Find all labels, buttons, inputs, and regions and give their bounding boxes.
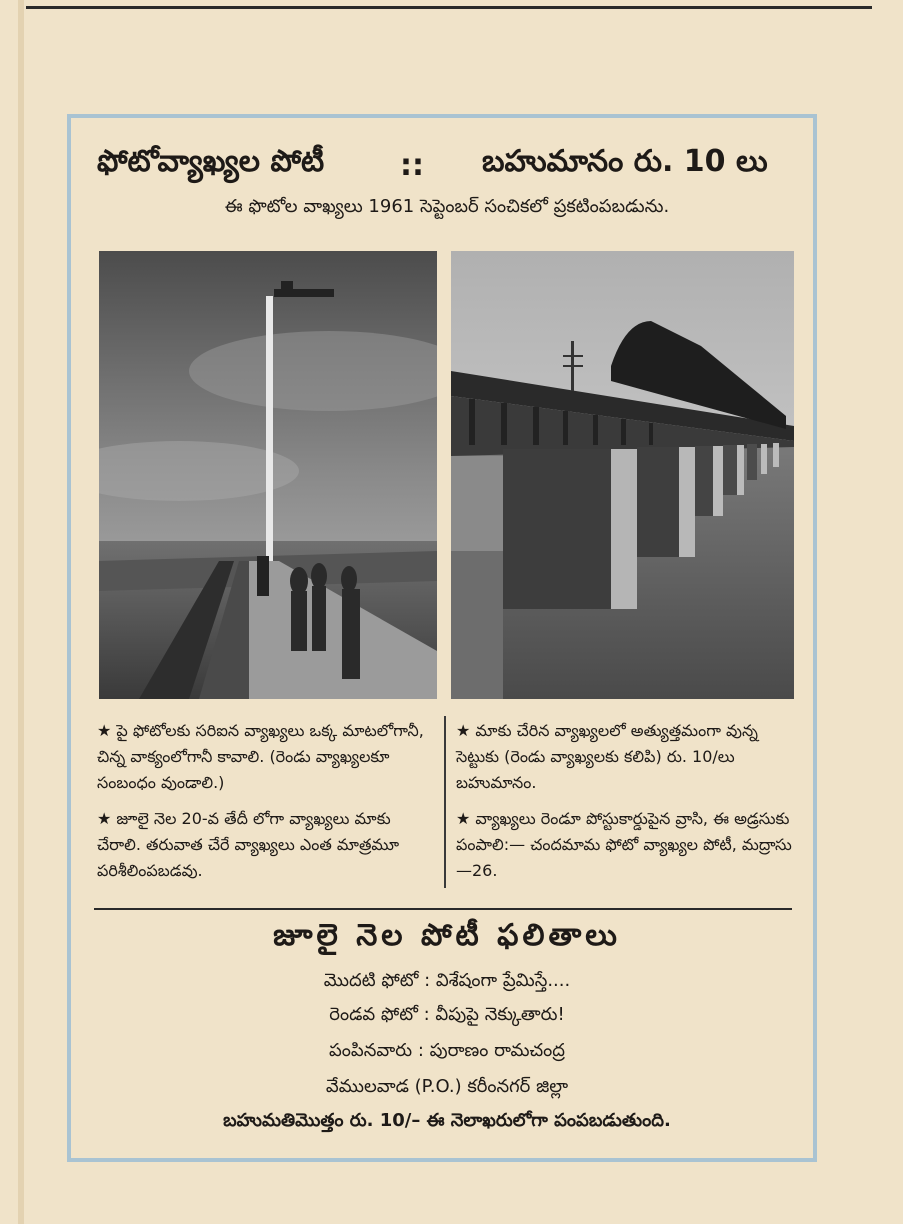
rules-left-column: [97, 718, 437, 894]
rule-item: ★ పై ఫోటోలకు సరిఐన వ్యాఖ్యలు ఒక్క మాటలోగానీ, చిన్న వాక్యంలోగానీ కావాలి. (రెండు వ్యాఖ్యలకూ సంబంధం వుండాలి.): [97, 721, 424, 792]
result-address: వేములవాడ (P.O.) కరీంనగర్ జిల్లా: [325, 1076, 569, 1097]
title-separator: ::: [400, 147, 424, 183]
result-prize-note: బహుమతిమొత్తం రు. 10/– ఈ నెలాఖరులోగా పంపబడుతుంది.: [223, 1110, 671, 1131]
results-title: జూలై నెల పోటీ ఫలితాలు: [273, 918, 621, 953]
column-divider: [444, 716, 446, 888]
contest-title: [97, 140, 817, 190]
section-divider: [94, 908, 792, 910]
result-first-photo: మొదటి ఫోటో : విశేషంగా ప్రేమిస్తే....: [323, 970, 571, 991]
result-second-photo: రెండవ ఫోటో : వీపుపై నెక్కుతారు!: [329, 1004, 565, 1025]
rules-right-column: [456, 718, 796, 894]
photo-train-bridge: [451, 251, 794, 699]
top-rule: [26, 6, 872, 9]
page-edge: [18, 0, 24, 1224]
rule-item: ★ జూలై నెల 20-వ తేదీ లోగా వ్యాఖ్యలు మాకు చేరాలి. తరువాత చేరే వ్యాఖ్యలు ఎంత మాత్రమూ పరిశీలింపబడవు.: [97, 809, 400, 880]
result-sender: పంపినవారు : పురాణం రామచంద్ర: [328, 1040, 566, 1061]
title-left: ఫోటోవ్యాఖ్యల పోటీ: [97, 144, 325, 179]
photo-signal-post: [99, 251, 437, 699]
title-prize: బహుమానం రు. 10 లు: [482, 144, 768, 179]
rule-item: ★ వ్యాఖ్యలు రెండూ పోస్టుకార్డుపైన వ్రాసి, ఈ అడ్రసుకు పంపాలి:— చందమామ ఫోటో వ్యాఖ్యల పోటీ, మద్రాసు—26.: [456, 809, 792, 880]
rule-item: ★ మాకు చేరిన వ్యాఖ్యలలో అత్యుత్తమంగా వున్న సెట్టుకు (రెండు వ్యాఖ్యలకు కలిపి) రు. 10/లు బహుమానం.: [456, 721, 758, 792]
contest-subtitle: ఈ ఫొటోల వాఖ్యలు 1961 సెప్టెంబర్ సంచికలో ప్రకటింపబడును.: [224, 196, 670, 217]
